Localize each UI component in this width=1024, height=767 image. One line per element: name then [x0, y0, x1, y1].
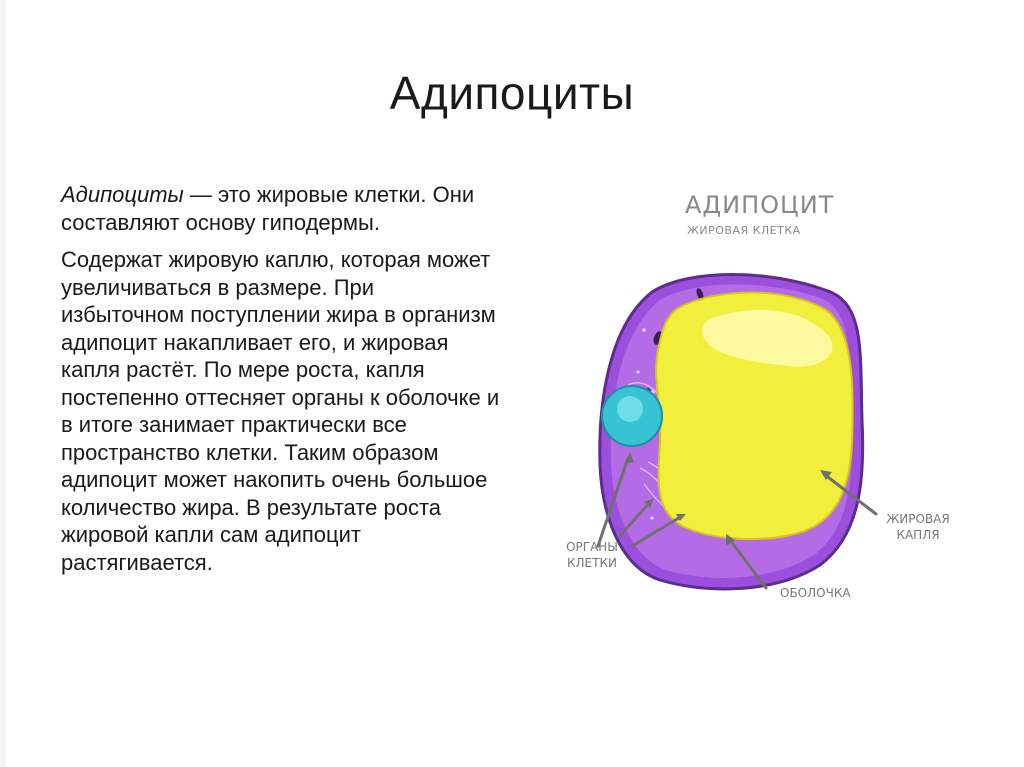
body-text	[61, 181, 501, 586]
adipocyte-diagram	[540, 180, 1000, 620]
label-membrane: ОБОЛОЧКА	[780, 586, 851, 600]
diagram-subtitle: ЖИРОВАЯ КЛЕТКА	[687, 224, 801, 237]
term-adipocytes: Адипоциты	[61, 182, 184, 207]
label-cell-organs-line2: КЛЕТКИ	[567, 556, 617, 570]
label-fat-droplet-line1: ЖИРОВАЯ	[886, 512, 950, 526]
label-fat-droplet	[878, 511, 958, 543]
paragraph-definition	[61, 181, 501, 236]
label-cell-organs-line1: ОРГАНЫ	[566, 540, 618, 554]
definition-text: — это жировые клетки. Они составляют основу гиподермы.	[61, 182, 475, 235]
nucleolus	[617, 396, 643, 422]
label-fat-droplet-line2: КАПЛЯ	[896, 528, 940, 542]
slide-title: Адипоциты	[389, 67, 635, 119]
paragraph-description: Содержат жировую каплю, которая может увеличиваться в размере. При избыточном поступлении жира в организм адипоцит накапливает его, и жировая капля растёт. По мере роста, капля постепенно оттесняет органы к оболочке и в итоге занимает практически все пространство клетки. Таким образом адипоцит может накопить очень большое количество жира. В результате роста жировой капли сам адипоцит растягивается.	[61, 247, 500, 575]
diagram-title: АДИПОЦИТ	[685, 191, 835, 219]
label-cell-organs	[552, 539, 632, 571]
